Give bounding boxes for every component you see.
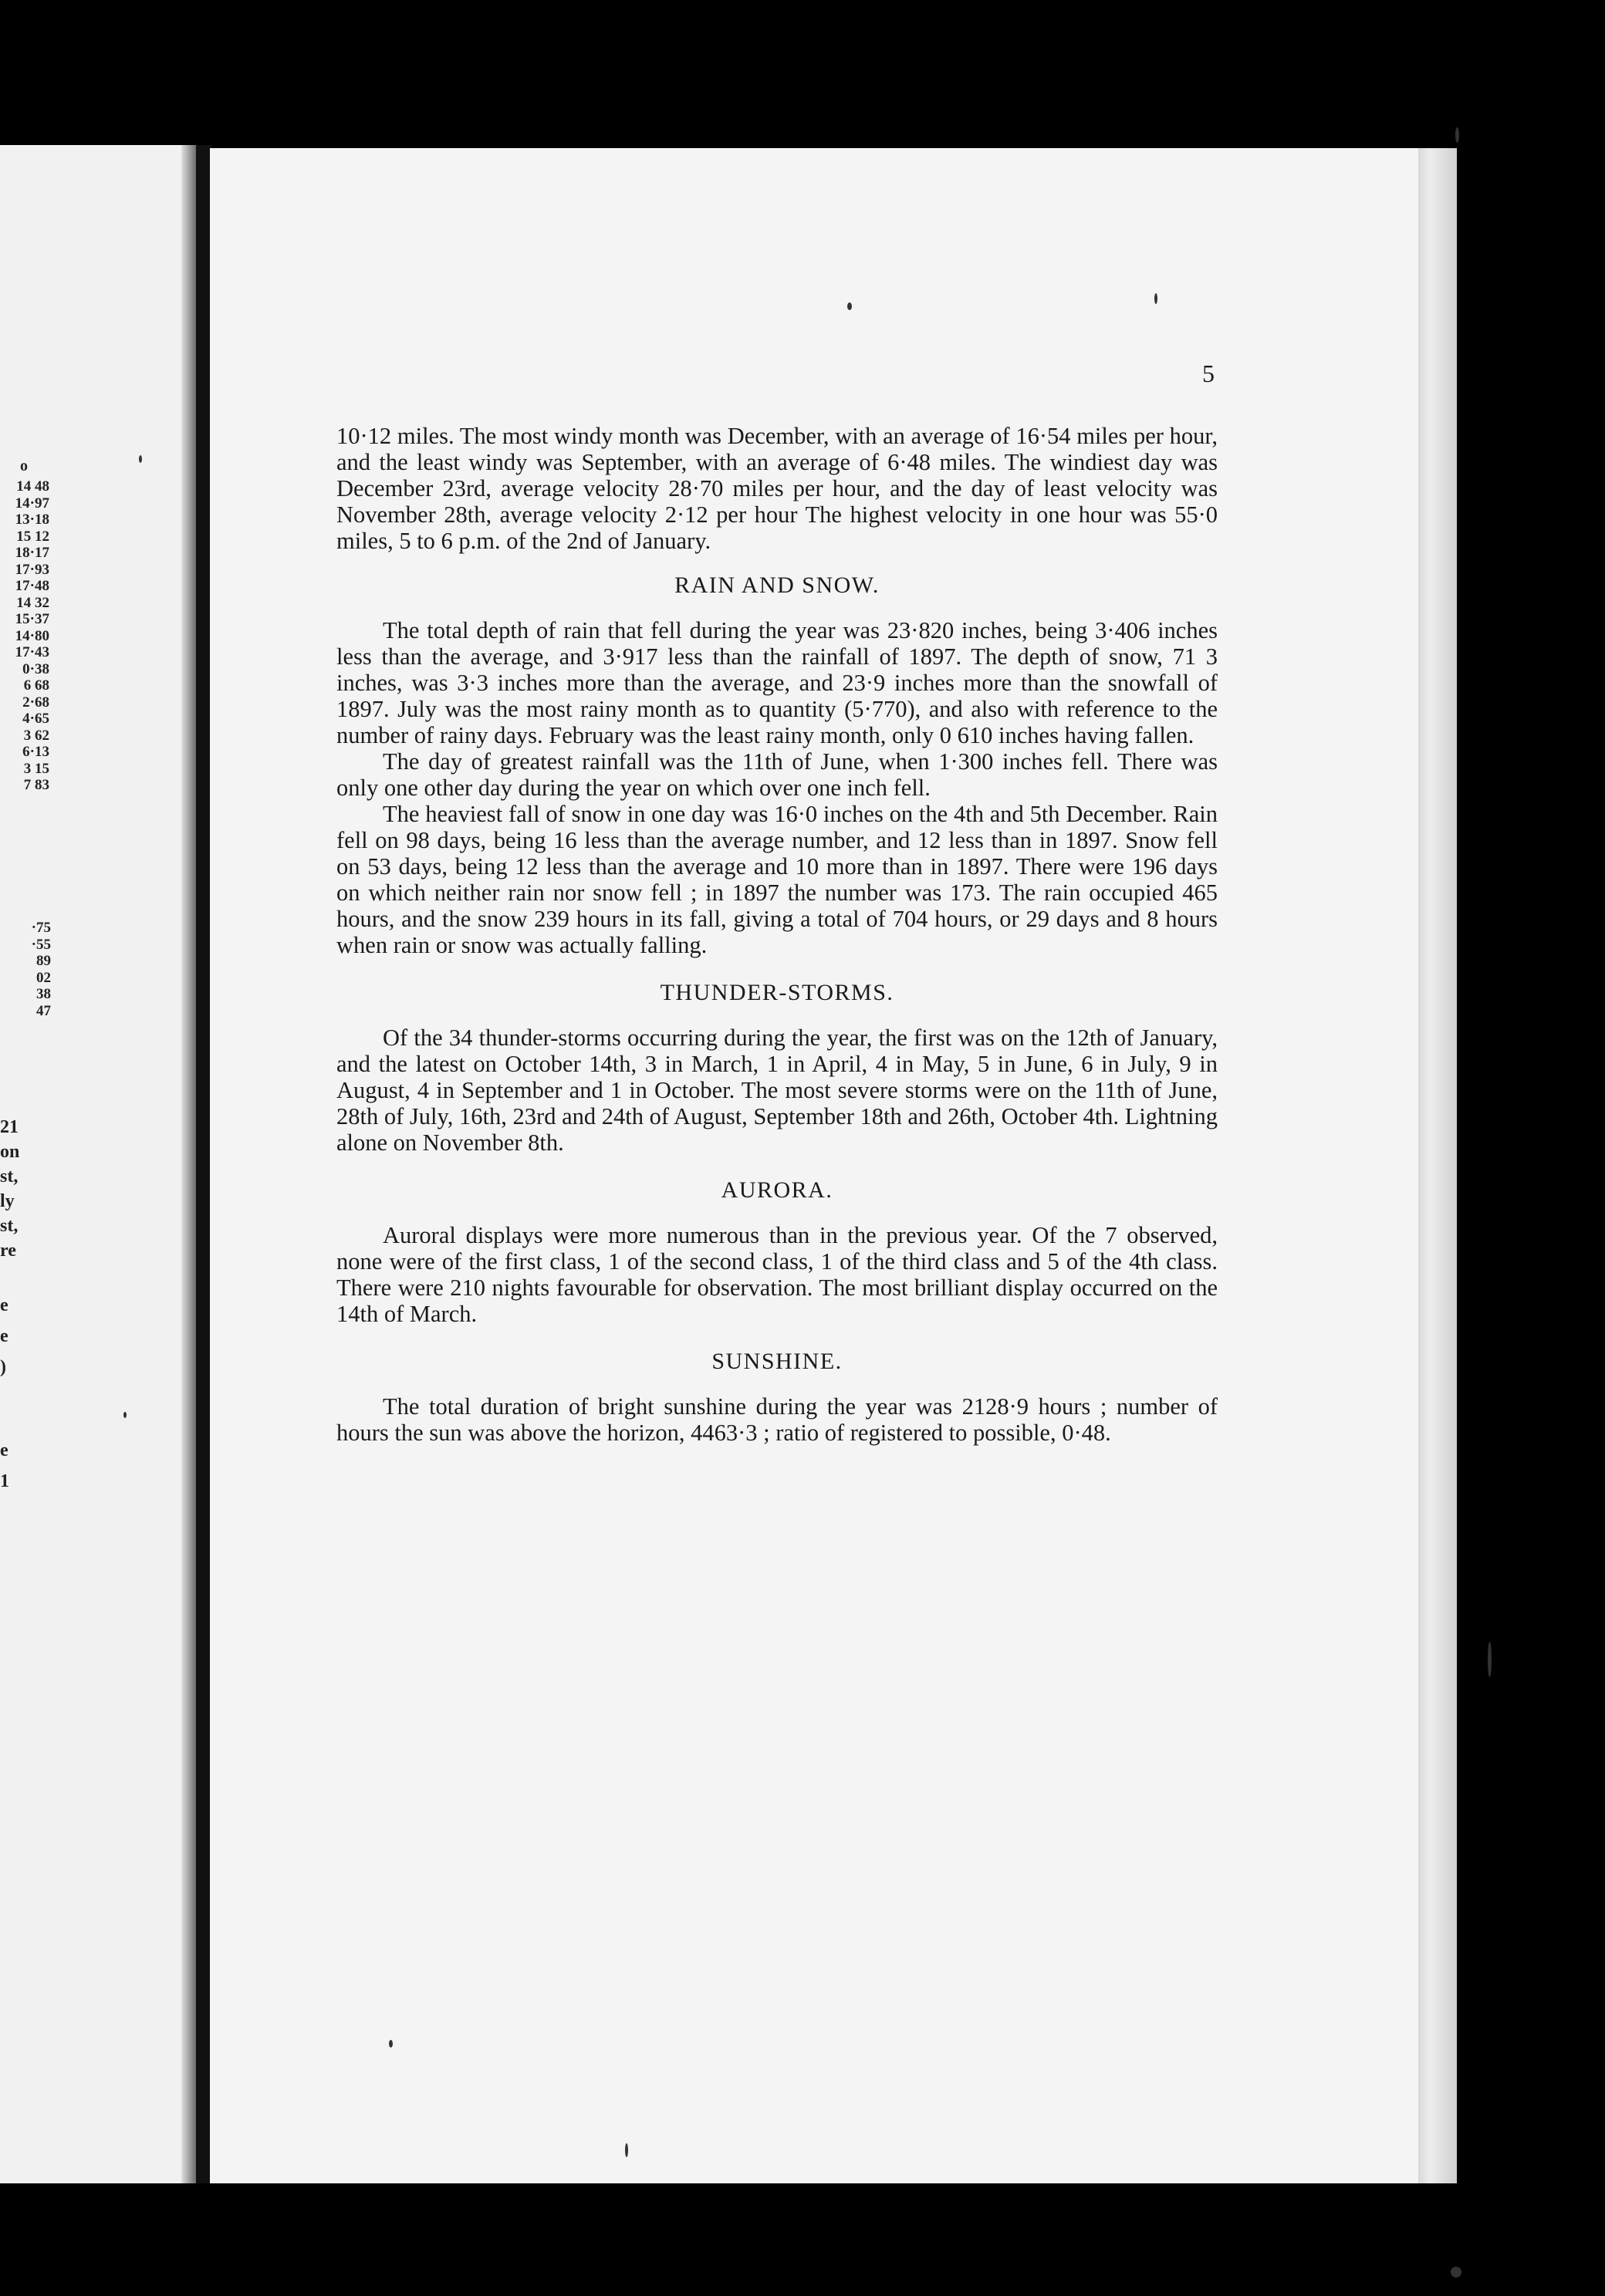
- margin-fragment: 02: [36, 969, 51, 986]
- margin-fragment: 3 62: [23, 727, 49, 744]
- speck: [847, 302, 852, 310]
- speck: [139, 455, 142, 463]
- margin-fragment: ·75: [31, 920, 51, 936]
- margin-fragment: 3 15: [23, 760, 49, 777]
- margin-fragment: ·55: [31, 936, 51, 953]
- section-heading-sunshine: SUNSHINE.: [711, 1349, 843, 1374]
- page-number: 5: [1202, 360, 1215, 387]
- margin-word-fragments-2: [0, 1290, 31, 1383]
- margin-fragment: 7 83: [23, 777, 49, 793]
- rain-paragraph-3: The heaviest fall of snow in one day was 16·0 inches on the 4th and 5th December. Rain fell on 98 days, being 16 less than the average number, and 12 less than in 1897. Snow fell on 53 days, being 12 less than the average and 10 more than in 1897. There were 196 days on which neither rain nor snow fell ; in 1897 the number was 173. The rain occupied 465 hours, and the snow 239 hours in its fall, giving a total of 704 hours, or 29 days and 8 hours when rain or snow was actually falling.: [336, 801, 1218, 958]
- margin-fragment: st,: [0, 1167, 19, 1187]
- margin-degree-mark: o: [20, 458, 28, 474]
- margin-fragment: 14 48: [16, 478, 49, 495]
- speck: [625, 2143, 628, 2157]
- thunder-paragraph: Of the 34 thunder-storms occurring during the year, the first was on the 12th of January, and the latest on October 14th, 3 in March, 1 in April, 4 in May, 5 in June, 6 in July, 9 in August, 4 in September and 1 in October. The most severe storms were on the 11th of June, 28th of July, 16th, 23rd and 24th of August, September 18th and 26th, October 4th. Lightning alone on November 8th.: [336, 1025, 1218, 1156]
- margin-fragment: on: [0, 1142, 20, 1162]
- section-heading-aurora: AURORA.: [721, 1177, 833, 1203]
- margin-fragment: 17·48: [15, 578, 49, 594]
- speck: [389, 2040, 393, 2048]
- margin-fragment: 21: [0, 1117, 19, 1137]
- margin-word-fragments-3: [0, 1435, 31, 1497]
- margin-fragment: 0·38: [22, 660, 49, 677]
- speck: [1455, 127, 1459, 143]
- margin-fragment: re: [0, 1241, 16, 1261]
- margin-fragment: 4·65: [22, 711, 49, 727]
- rain-paragraph-1: The total depth of rain that fell during the year was 23·820 inches, being 3·406 inches less than the average, and 3·917 less than the rainfall of 1897. The depth of snow, 71 3 inches, was 3·3 inches more than the average, and 23·9 inches more than the snowfall of 1897. July was the most rainy month as to quantity (5·770), and also with reference to the number of rainy days. February was the least rainy month, only 0 610 inches having fallen.: [336, 617, 1218, 748]
- sunshine-paragraph: The total duration of bright sunshine during the year was 2128·9 hours ; number of hours the sun was above the horizon, 4463·3 ; ratio of registered to possible, 0·48.: [336, 1393, 1218, 1446]
- margin-fragment: e: [0, 1326, 8, 1346]
- margin-fragment: ly: [0, 1191, 15, 1211]
- margin-fragment: 14·97: [15, 495, 49, 512]
- aurora-paragraph: Auroral displays were more numerous than in the previous year. Of the 7 observed, none were of the first class, 1 of the second class, 1 of the third class and 5 of the 4th class. There were 210 nights favourable for observation. The most brilliant display occurred on the 14th of March.: [336, 1222, 1218, 1327]
- margin-fragment: ): [0, 1357, 6, 1377]
- margin-fragment: 47: [36, 1002, 51, 1019]
- book-gutter: [196, 145, 211, 2183]
- section-heading-rain: RAIN AND SNOW.: [674, 572, 880, 598]
- margin-fragment: 1: [0, 1471, 9, 1491]
- margin-fragment: e: [0, 1440, 8, 1460]
- speck: [1488, 1642, 1492, 1677]
- margin-fragment: 2·68: [22, 694, 49, 711]
- margin-word-fragments: [0, 1115, 48, 1263]
- page-body: [336, 423, 1218, 1446]
- margin-number-column-2: [8, 920, 51, 1019]
- speck: [123, 1412, 127, 1418]
- speck: [1451, 2267, 1461, 2277]
- margin-fragment: 14 32: [16, 594, 49, 611]
- margin-number-column: [3, 478, 49, 794]
- margin-fragment: 17·43: [15, 644, 49, 660]
- margin-fragment: 6·13: [22, 744, 49, 760]
- wind-paragraph: 10·12 miles. The most windy month was December, with an average of 16·54 miles per hour, and the least windy was September, with an average of 6·48 miles. The windiest day was December 23rd, average velocity 28·70 miles per hour, and the day of least velocity was November 28th, average velocity 2·12 per hour The highest velocity in one hour was 55·0 miles, 5 to 6 p.m. of the 2nd of January.: [336, 423, 1218, 554]
- section-heading-thunder: THUNDER-STORMS.: [660, 980, 894, 1005]
- margin-fragment: 15·37: [15, 611, 49, 627]
- margin-fragment: 38: [36, 986, 51, 1002]
- margin-fragment: 17·93: [15, 561, 49, 578]
- margin-fragment: 13·18: [15, 512, 49, 528]
- margin-fragment: st,: [0, 1216, 19, 1236]
- margin-fragment: 14·80: [15, 627, 49, 644]
- rain-paragraph-2: The day of greatest rainfall was the 11th of June, when 1·300 inches fell. There was only one other day during the year on which over one inch fell.: [336, 748, 1218, 801]
- margin-fragment: 15 12: [16, 528, 49, 545]
- margin-fragment: e: [0, 1295, 8, 1315]
- speck: [1154, 293, 1157, 304]
- margin-fragment: 6 68: [23, 677, 49, 694]
- margin-fragment: 89: [36, 953, 51, 969]
- page-edge: [1418, 148, 1457, 2183]
- margin-fragment: 18·17: [15, 545, 49, 561]
